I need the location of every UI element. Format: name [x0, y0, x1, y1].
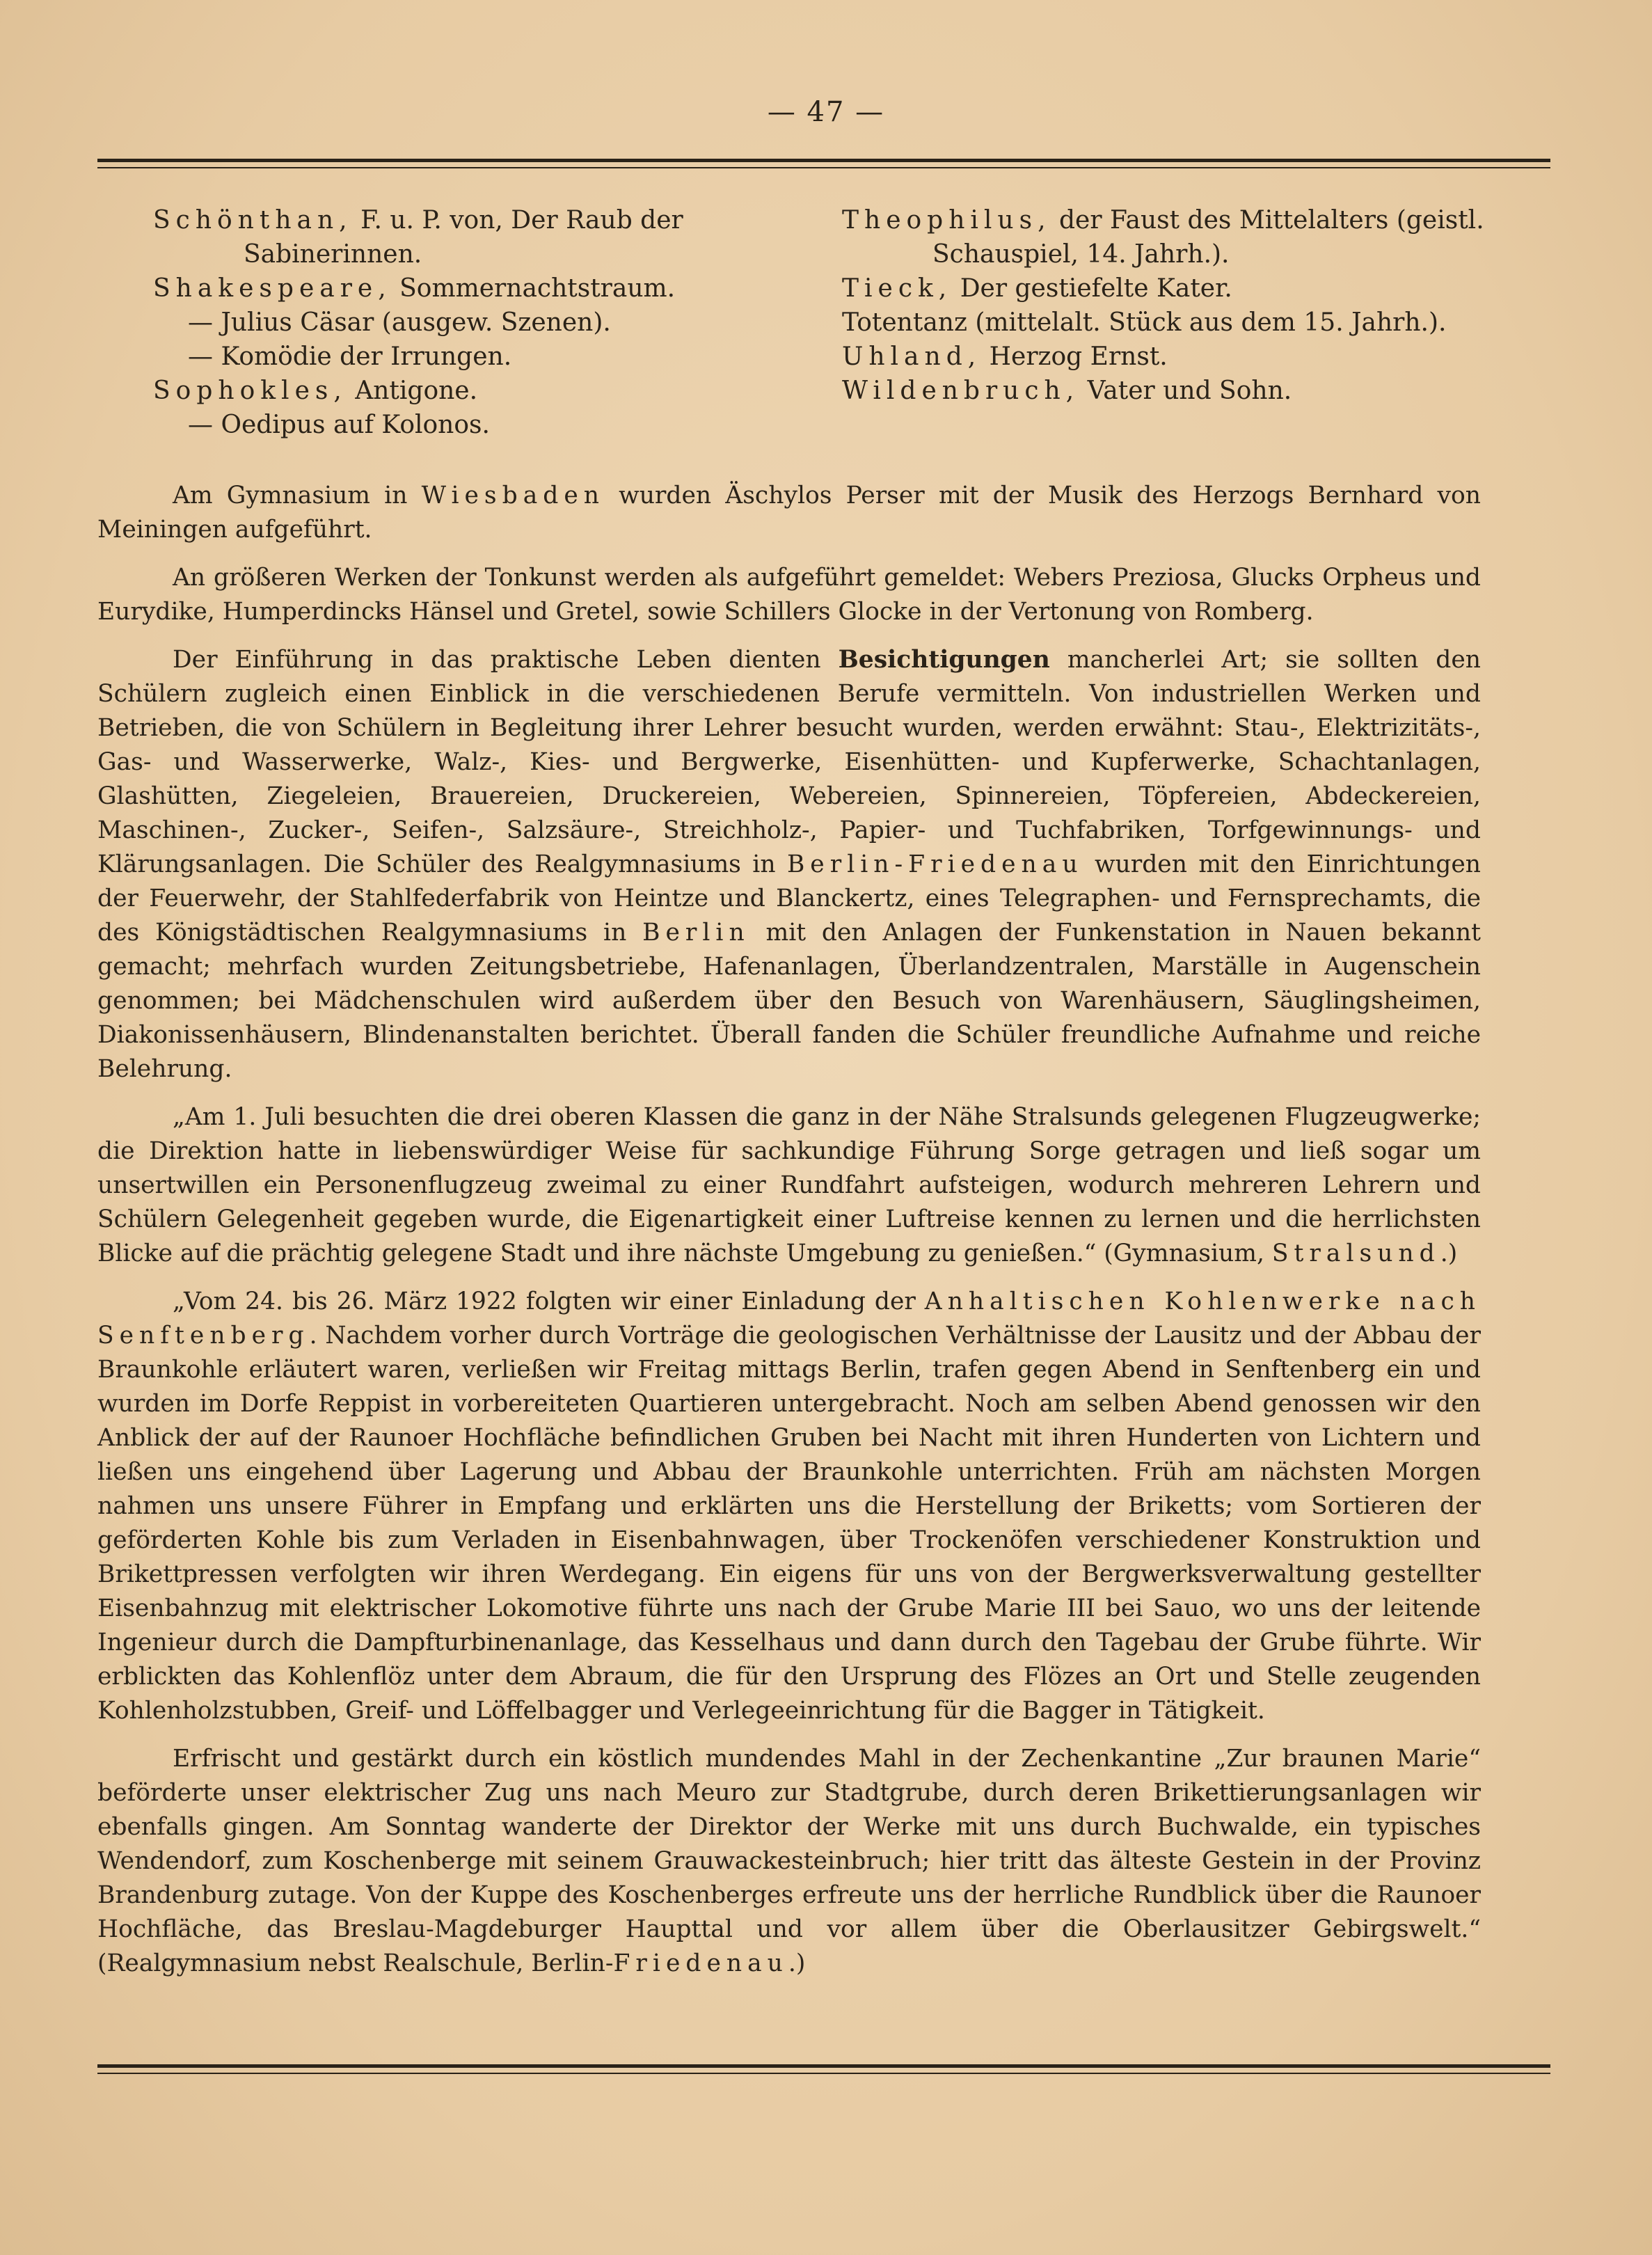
- text-run: mancherlei Art; sie sollten den Schülern zugleich einen Einblick in die verschiedenen Berufe vermitteln. Von industriellen Werken und Betrieben, die von Schülern in Begleitung ihrer Lehrer besucht wurden, werden erwähnt: Stau-, Elektrizitäts-, Gas- und Wasserwerke, Walz-, Kies- und Bergwerke, Eisenhütten- und Kupferwerke, Schachtanlagen, Glashütten, Ziegeleien, Brauereien, Druckereien, Webereien, Spinnereien, Töpfereien, Abdeckereien, Maschinen-, Zucker-, Seifen-, Salzsäure-, Streichholz-, Papier- und Tuchfabriken, Torfgewinnungs- und Klärungsanlagen. Die Schüler des Realgymnasiums in: [97, 646, 1481, 878]
- list-item-title: — Komödie der Irrungen.: [188, 342, 512, 371]
- list-item: [153, 374, 807, 408]
- play-list-left-column: [153, 203, 807, 442]
- list-item: [842, 306, 1489, 340]
- paragraph-wiesbaden: [97, 479, 1481, 547]
- paragraph-besichtigungen: [97, 643, 1481, 1086]
- bold-term: Besichtigungen: [838, 646, 1050, 674]
- list-item-title: Vater und Sohn.: [1079, 377, 1292, 405]
- list-item-title: — Julius Cäsar (ausgew. Szenen).: [188, 308, 611, 337]
- list-item-author: Schönthan,: [153, 206, 353, 235]
- bottom-rule: [97, 2064, 1550, 2074]
- list-item: [153, 408, 807, 442]
- list-item: [153, 340, 807, 374]
- list-item-title: Der gestiefelte Kater.: [952, 274, 1232, 303]
- list-item-title: Herzog Ernst.: [981, 342, 1168, 371]
- text-run: „Vom 24. bis 26. März 1922 folgten wir einer Einladung der: [173, 1288, 925, 1315]
- list-item-author: Tieck,: [842, 274, 953, 303]
- play-list-right-column: [842, 203, 1489, 442]
- text-run: wurden Äschylos Perser mit der Musik des Herzogs Bernhard von Meiningen aufgeführt.: [97, 482, 1481, 544]
- spaced-place-name: Berlin-Friedenau: [786, 850, 1083, 878]
- list-item: [842, 374, 1489, 408]
- body-text: [97, 479, 1481, 1995]
- page-number: — 47 —: [767, 96, 885, 128]
- list-item: [842, 340, 1489, 374]
- list-item-title: — Oedipus auf Kolonos.: [188, 411, 490, 439]
- list-item-title: F. u. P. von, Der Raub der Sabinerinnen.: [244, 206, 683, 269]
- list-item-author: Sophokles,: [153, 377, 347, 405]
- spaced-place-name: Berlin: [642, 919, 750, 947]
- list-item: [842, 203, 1489, 271]
- text-run: .): [788, 1949, 806, 1977]
- top-rule: [97, 159, 1550, 168]
- text-run: . Nachdem vorher durch Vorträge die geologischen Verhältnisse der Lausitz und der Abbau der Braunkohle erläutert waren, verließen wir Freitag mittags Berlin, trafen gegen Abend in Senftenberg ein und wurden im Dorfe Reppist in vorbereiteten Quartieren untergebracht. Noch am selben Abend genossen wir den Anblick der auf der Raunoer Hochfläche befindlichen Gruben bei Nacht mit ihren Hunderten von Lichtern und ließen uns eingehend über Lagerung und Abbau der Braunkohle unterrichten. Früh am nächsten Morgen nahmen uns unsere Führer in Empfang und erklärten uns die Herstellung der Briketts; vom Sortieren der geförderten Kohle bis zum Verladen in Eisenbahnwagen, über Trockenöfen verschiedener Konstruktion und Brikettpressen verfolgten wir ihren Werdegang. Ein eigens für uns von der Bergwerksverwaltung gestellter Eisenbahnzug mit elektrischer Lokomotive führte uns nach der Grube Marie III bei Sauo, wo uns der leitende Ingenieur durch die Dampfturbinenanlage, das Kesselhaus und dann durch den Tagebau der Grube führte. Wir erblickten das Kohlenflöz unter dem Abraum, die für den Ursprung des Flözes an Ort und Stelle zeugenden Kohlenholzstubben, Greif- und Löffelbagger und Verlegeeinrichtung für die Bagger in Tätigkeit.: [97, 1322, 1481, 1725]
- spaced-place-name: Wiesbaden: [421, 482, 605, 509]
- list-item: [153, 306, 807, 340]
- list-item-title: der Faust des Mittelalters (geistl. Schauspiel, 14. Jahrh.).: [932, 206, 1484, 269]
- play-list: [153, 203, 1489, 442]
- paragraph-flugzeugwerke: [97, 1100, 1481, 1271]
- spaced-place-name: Anhaltischen Kohlenwerke nach Senftenberg: [97, 1288, 1481, 1350]
- list-item-title: Antigone.: [347, 377, 478, 405]
- text-run: „Am 1. Juli besuchten die drei oberen Klassen die ganz in der Nähe Stralsunds gelegenen Flugzeugwerke; die Direktion hatte in liebenswürdiger Weise für sachkundige Führung Sorge getragen und ließ sogar um unsertwillen ein Personenflugzeug zweimal zu einer Rundfahrt aufsteigen, wodurch mehreren Lehrern und Schülern Gelegenheit gegeben wurde, die Eigenartigkeit einer Luftreise kennen zu lernen und die herrlichsten Blicke auf die prächtig gelegene Stadt und ihre nächste Umgebung zu genießen.“ (Gymnasium,: [97, 1103, 1481, 1267]
- list-item-author: Uhland,: [842, 342, 982, 371]
- list-item-title: Totentanz (mittelalt. Stück aus dem 15. Jahrh.).: [842, 308, 1447, 337]
- text-run: .): [1440, 1240, 1458, 1267]
- list-item-author: Wildenbruch,: [842, 377, 1080, 405]
- list-item-author: Theophilus,: [842, 206, 1051, 235]
- text-run: Erfrischt und gestärkt durch ein köstlich mundendes Mahl in der Zechenkantine „Zur braunen Marie“ beförderte unser elektrischer Zug uns nach Meuro zur Stadtgrube, durch deren Brikettierungsanlagen wir ebenfalls gingen. Am Sonntag wanderte der Direktor der Werke mit uns durch Buchwalde, ein typisches Wendendorf, zum Koschenberge mit seinem Grauwackesteinbruch; hier tritt das älteste Gestein in der Provinz Brandenburg zutage. Von der Kuppe des Koschenberges erfreute uns der herrliche Rundblick über die Raunoer Hochfläche, das Breslau-Magdeburger Haupttal und vor allem über die Oberlausitzer Gebirgswelt.“ (Realgymnasium nebst Realschule, Berlin-: [97, 1745, 1481, 1977]
- spaced-place-name: Friedenau: [613, 1949, 788, 1977]
- paragraph-zechenkantine: [97, 1742, 1481, 1981]
- list-item: [842, 271, 1489, 306]
- list-item: [153, 203, 807, 271]
- text-run: Am Gymnasium in: [173, 482, 422, 509]
- text-run: mit den Anlagen der Funkenstation in Nauen bekannt gemacht; mehrfach wurden Zeitungsbetriebe, Hafenanlagen, Überlandzentralen, Marställe in Augenschein genommen; bei Mädchenschulen wird außerdem über den Besuch von Warenhäusern, Säuglingsheimen, Diakonissenhäusern, Blindenanstalten berichtet. Überall fanden die Schüler freundliche Aufnahme und reiche Belehrung.: [97, 919, 1481, 1083]
- spaced-place-name: Stralsund: [1271, 1240, 1440, 1267]
- paragraph-tonkunst: An größeren Werken der Tonkunst werden als aufgeführt gemeldet: Webers Preziosa, Glucks Orpheus und Eurydike, Humperdincks Hänsel und Gretel, sowie Schillers Glocke in der Vertonung von Romberg.: [97, 564, 1481, 626]
- list-item: [153, 271, 807, 306]
- list-item-author: Shakespeare,: [153, 274, 392, 303]
- text-run: Der Einführung in das praktische Leben dienten: [173, 646, 839, 674]
- paragraph-kohlenwerke: [97, 1285, 1481, 1728]
- text-run: wurden mit den Einrichtungen der Feuerwehr, der Stahlfederfabrik von Heintze und Blanckertz, eines Telegraphen- und Fernsprechamts, die des Königstädtischen Realgymnasiums in: [97, 850, 1481, 947]
- list-item-title: Sommernachtstraum.: [391, 274, 676, 303]
